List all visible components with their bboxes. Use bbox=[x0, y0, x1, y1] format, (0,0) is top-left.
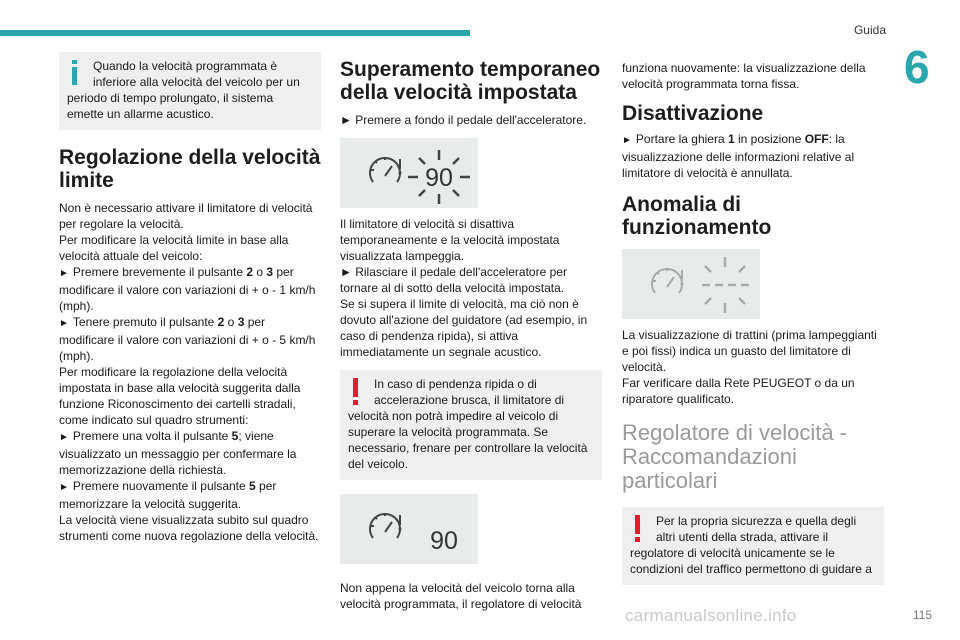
chapter-number: 6 bbox=[904, 41, 930, 93]
speed-panel-steady bbox=[340, 494, 478, 564]
step-short-press: ► Premere brevemente il pulsante 2 o 3 per modificare il valore con variazioni di + o - 1 km/h (mph). bbox=[59, 265, 316, 313]
watermark: carmanualsonline.info bbox=[625, 606, 797, 625]
fault-panel bbox=[622, 249, 760, 319]
speed-panel-flashing bbox=[340, 138, 478, 208]
warning-icon bbox=[350, 376, 366, 406]
malfunction-body: La visualizzazione di trattini (prima lampeggianti e poi fissi) indica un guasto del limitatore di velocità. Far verificare dalla Rete PEUGEOT o da un riparatore qualificato. bbox=[622, 328, 877, 406]
step-press-once: ► Premere una volta il pulsante 5; viene visualizzato un messaggio per confermare la memorizzazione della richiesta. bbox=[59, 429, 297, 477]
info-icon bbox=[69, 58, 85, 88]
exceed-body: Il limitatore di velocità si disattiva temporaneamente e la velocità impostata visualizzata lampeggia. ► Rilasciare il pedale dell'acceleratore per tornare al di sotto della velocità impostata. Se si supera il limite di velocità, ma ciò non è dovuto all'azione del guidatore (ad esempio, in caso di pendenza ripida), si attiva immediatamente un segnale acustico. bbox=[340, 217, 588, 359]
warning-note-cruise: Per la propria sicurezza e quella degli altri utenti della strada, attivare il regolatore di velocità unicamente se le condizioni del traffico permettono di guidare a bbox=[622, 507, 884, 585]
step-long-press: ► Tenere premuto il pulsante 2 o 3 per modificare il valore con variazioni di + o - 5 km/h (mph). bbox=[59, 315, 316, 363]
speedometer-icon bbox=[652, 268, 682, 293]
heading-speed-regulation: Regolazione della velocità limite bbox=[59, 146, 321, 192]
heading-cruise-recommendations: Regolatore di velocità - Raccomandazioni particolari bbox=[622, 420, 848, 493]
column-1 bbox=[59, 52, 321, 544]
speedometer-icon bbox=[370, 157, 400, 182]
column-2: Superamento temporaneo della velocità impostata ► Premere a fondo il pedale dell'acceleratore. 90 Il limitatore di velocità si disattiva temporaneamente e la velocità impostata visualizzata lampeggia. ► Rilasciare il pedale dell'acceleratore per tornare al di sotto della velocità impostata. Se si supera il limite di velocità, ma ciò non è dovuto all'azione del guidatore (ad esempio, in caso di pendenza ripida), si attiva immediatamente un segnale acustico. In caso di pendenza ripida o di accelerazione brusca, il limitatore di velocità non potrà impedire al veicolo di superare la velocità programmata. Se necessario, frenare per controllare la velocità del veicolo. 90 Non appena la velocità del veicolo torna alla velocità programmata, il regolatore di velocità bbox=[340, 58, 601, 611]
speedometer-icon bbox=[370, 513, 400, 538]
header-accent-bar bbox=[0, 30, 470, 36]
speed-value: 90 bbox=[425, 164, 453, 192]
speed-value: 90 bbox=[430, 527, 458, 555]
heading-malfunction: Anomalia di funzionamento bbox=[622, 193, 772, 239]
section-label: Guida bbox=[853, 23, 886, 37]
deactivation-text: ► Portare la ghiera 1 in posizione OFF: la visualizzazione delle informazioni relative al limitatore di velocità è annullata. bbox=[622, 132, 855, 180]
warning-icon bbox=[632, 513, 648, 543]
column-3: funziona nuovamente: la visualizzazione della velocità programmata torna fissa. Disattivazione ► Portare la ghiera 1 in posizione OFF: la visualizzazione delle informazioni relative al limitatore di velocità è annullata. Anomalia di funzionamento La visualizzazione di trattini (prima lampeggianti e poi fissi) indica un guasto del limitatore di velocità. Far verificare dalla Rete PEUGEOT o da un riparatore qualificato. Regolatore di velocità - Raccomandazioni particolari Per la propria sicurezza e quella degli altri utenti della strada, attivare il regolatore di velocità unicamente se le condizioni del traffico permettono di guidare a bbox=[622, 60, 884, 585]
heading-deactivation: Disattivazione bbox=[622, 102, 764, 125]
heading-temporary-exceed: Superamento temporaneo della velocità impostata bbox=[340, 58, 601, 104]
page-number: 115 bbox=[912, 608, 932, 622]
speed-regulation-body: Non è necessario attivare il limitatore di velocità per regolare la velocità. Per modificare la velocità limite in base alla velocità attuale del veicolo: ► Premere brevemente il pulsante 2 o 3 per modificare il valore con variazioni di + o - 1 km/h (mph). ► Tenere premuto il pulsante 2 o 3 per modificare il valore con variazioni di + o - 5 km/h (mph). Per modificare la regolazione della velocità impostata in base alla velocità suggerita dalla funzione Riconoscimento dei cartelli stradali, come indicato sul quadro strumenti: ► Premere una volta il pulsante 5; viene visualizzato un messaggio per confermare la memorizzazione della richiesta. ► Premere nuovamente il pulsante 5 per memorizzare la velocità suggerita. La velocità viene visualizzata subito sul quadro strumenti come nuova regolazione della velocità. bbox=[59, 200, 321, 544]
step-press-again: ► Premere nuovamente il pulsante 5 per memorizzare la velocità suggerita. bbox=[59, 479, 277, 511]
warning-note: In caso di pendenza ripida o di accelerazione brusca, il limitatore di velocità non potrà impedire al veicolo di superare la velocità programmata. Se necessario, frenare per controllare la velocità del veicolo. bbox=[340, 370, 602, 480]
info-note: Quando la velocità programmata è inferiore alla velocità del veicolo per un periodo di tempo prolungato, il sistema emette un allarme acustico. bbox=[59, 52, 321, 130]
